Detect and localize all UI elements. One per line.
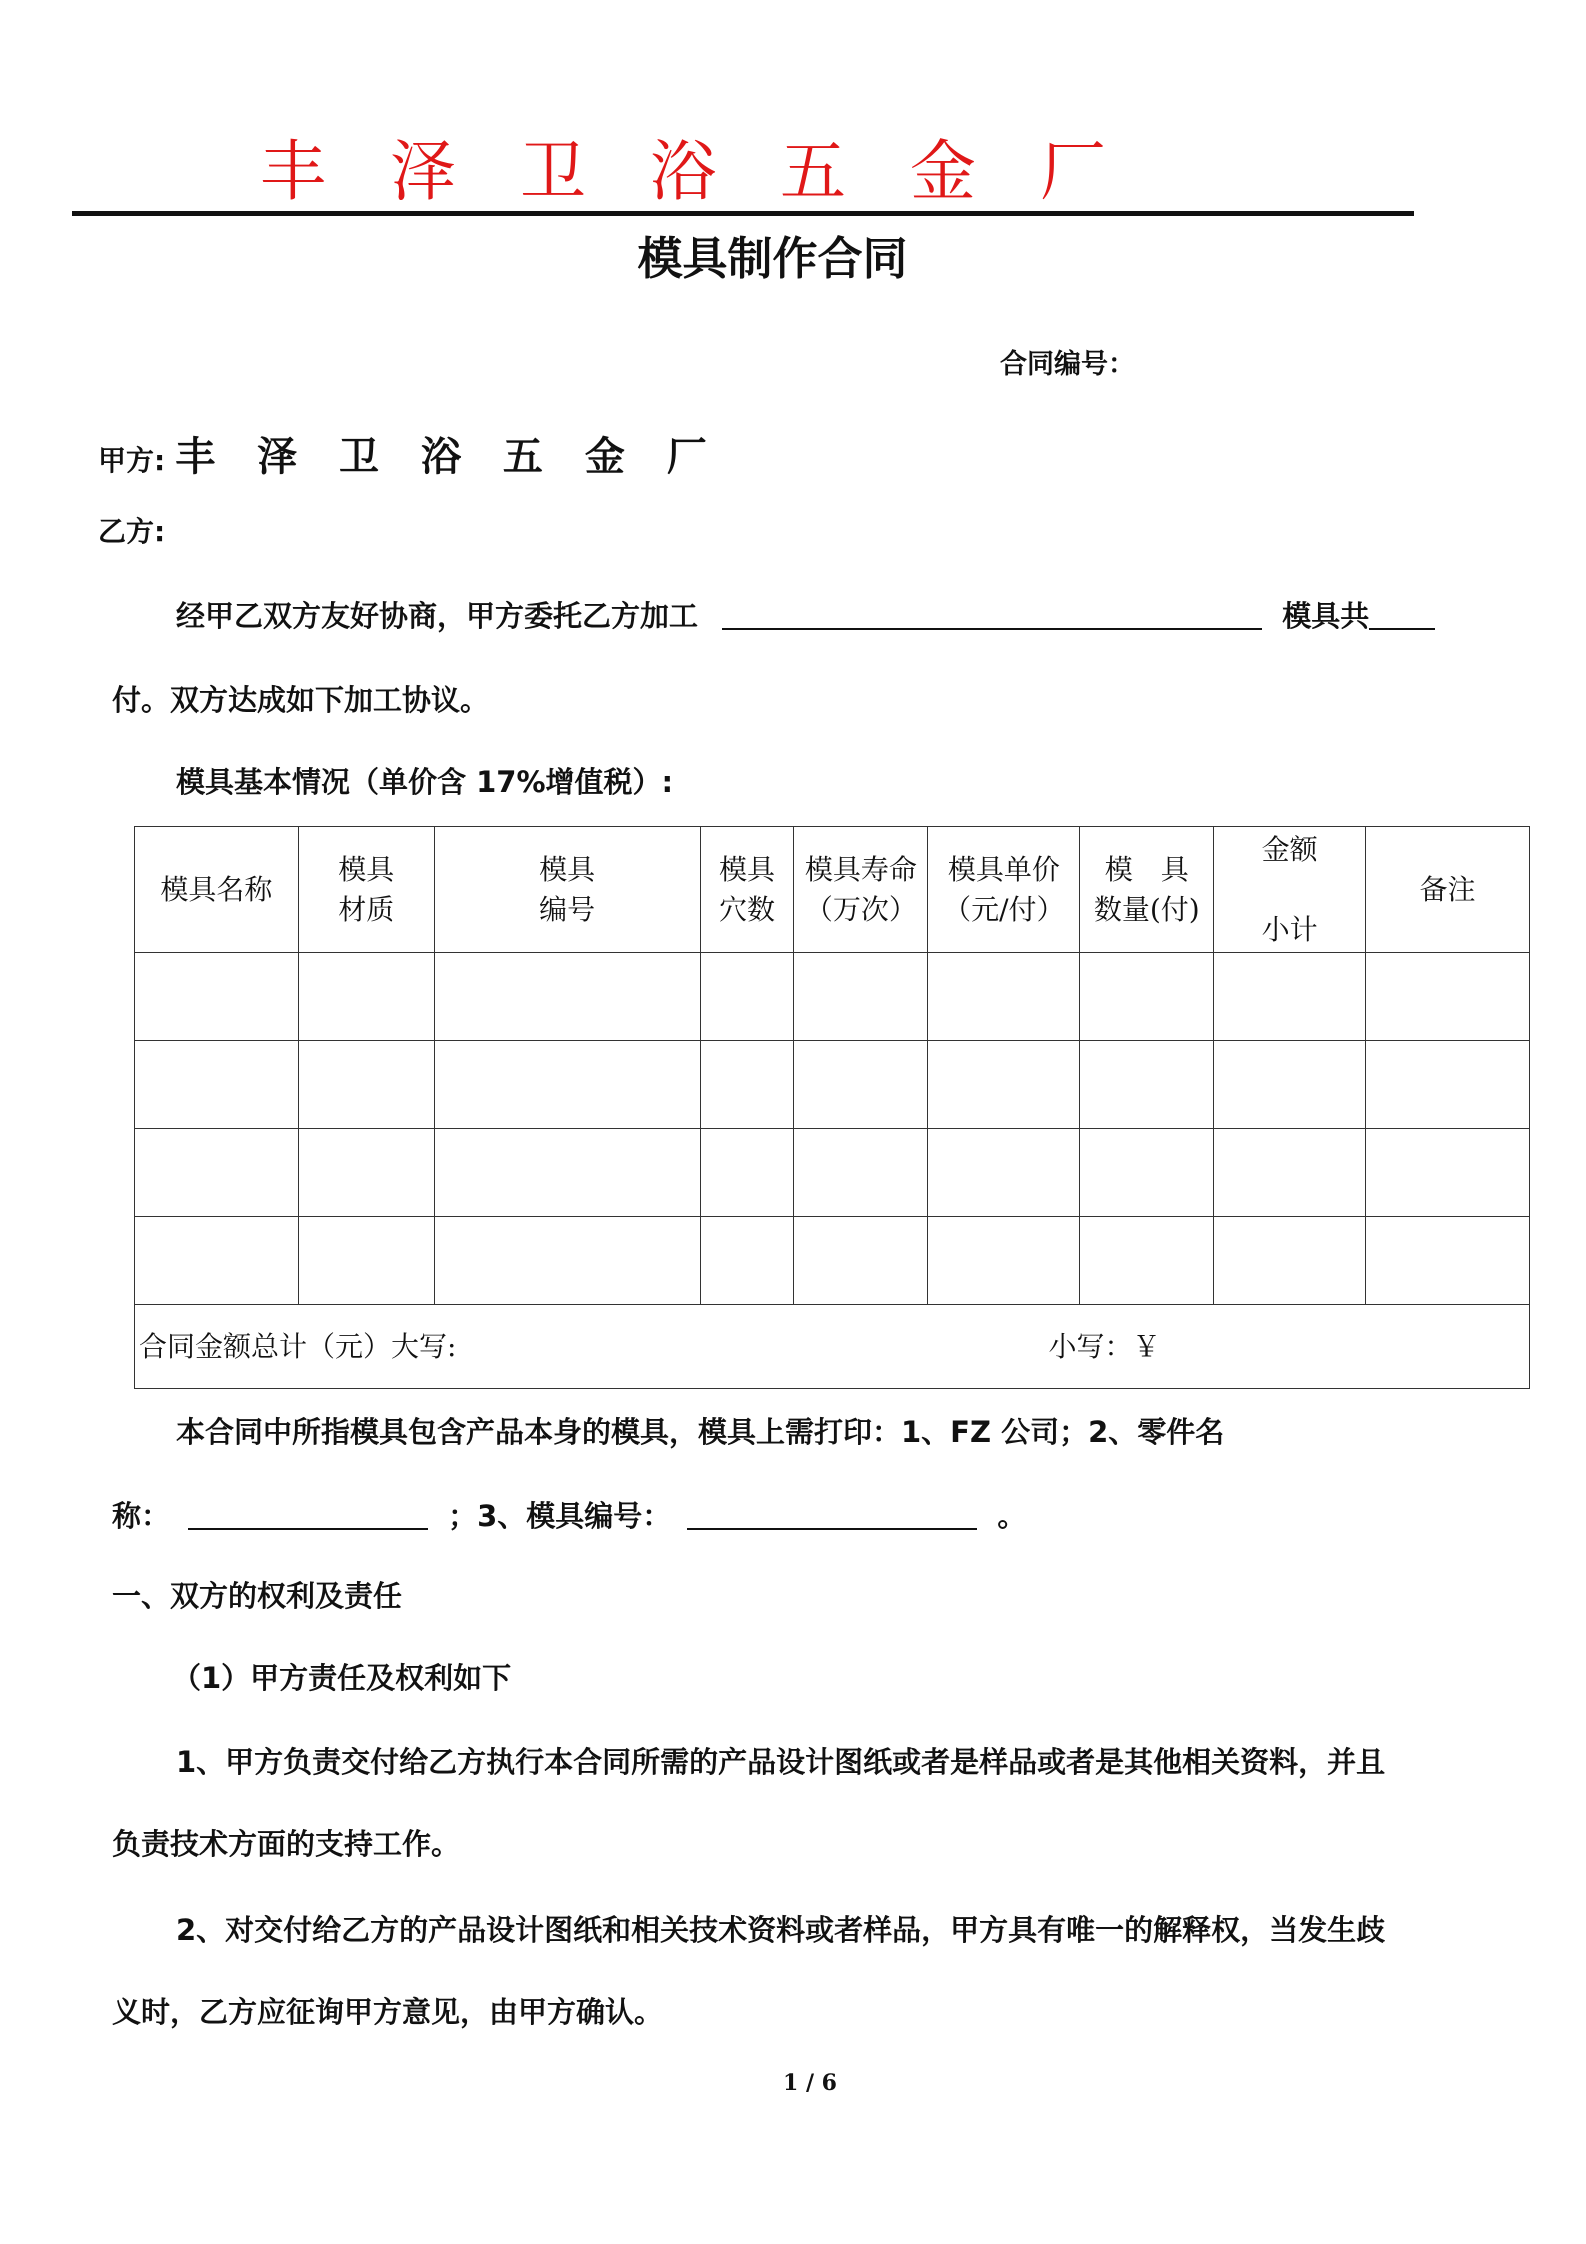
header-subtotal: 金额 小计 <box>1214 827 1366 953</box>
mold-print-line-1: 本合同中所指模具包含产品本身的模具，模具上需打印：1、FZ 公司；2、零件名 <box>176 1415 1225 1449</box>
section-1-subheading: （1）甲方责任及权利如下 <box>172 1661 512 1695</box>
item-1-line-2: 负责技术方面的支持工作。 <box>112 1827 461 1861</box>
header-cavities: 模具 穴数 <box>700 827 794 953</box>
header-char: 五 <box>780 133 846 210</box>
section-1-heading: 一、双方的权利及责任 <box>112 1579 403 1613</box>
mold-number-label: ；3、模具编号： <box>448 1499 672 1533</box>
mold-count-blank[interactable] <box>1369 600 1435 630</box>
item-2-line-1: 2、对交付给乙方的产品设计图纸和相关技术资料或者样品，甲方具有唯一的解释权，当发生歧 <box>176 1913 1386 1947</box>
table-row <box>135 1129 1530 1217</box>
item-2-line-2: 义时，乙方应征询甲方意见，由甲方确认。 <box>112 1995 664 2029</box>
header-char: 厂 <box>1040 133 1106 210</box>
header-char: 泽 <box>390 133 456 210</box>
company-header <box>260 118 1170 213</box>
table-row <box>135 1217 1530 1305</box>
party-b <box>98 510 165 550</box>
header-divider <box>72 211 1414 216</box>
document-title: 模具制作合同 <box>637 232 908 285</box>
header-remarks: 备注 <box>1366 827 1530 953</box>
total-row <box>135 1305 1530 1389</box>
party-a-name: 丰 泽 卫 浴 五 金 厂 <box>175 434 721 480</box>
item-1-line-1: 1、甲方负责交付给乙方执行本合同所需的产品设计图纸或者是样品或者是其他相关资料，并且 <box>176 1745 1386 1779</box>
header-char: 卫 <box>520 133 586 210</box>
header-quantity: 模 具 数量(付) <box>1080 827 1214 953</box>
header-mold-name: 模具名称 <box>135 827 299 953</box>
header-lifespan: 模具寿命 （万次） <box>794 827 928 953</box>
table-row <box>135 1041 1530 1129</box>
part-name-label: 称： <box>112 1499 171 1533</box>
header-char: 浴 <box>650 133 716 210</box>
basic-info-label: 模具基本情况（单价含 17%增值税）: <box>176 765 674 799</box>
table-row <box>135 953 1530 1041</box>
contract-number-label: 合同编号： <box>1000 349 1135 380</box>
intro-line-2: 付。双方达成如下加工协议。 <box>112 683 490 717</box>
mold-table <box>134 826 1530 1389</box>
small-total-label: 小写：￥ <box>1048 1329 1161 1363</box>
header-mold-number: 模具 编号 <box>434 827 700 953</box>
page-number: 1 / 6 <box>783 2070 837 2096</box>
header-material: 模具 材质 <box>298 827 434 953</box>
table-header-row <box>135 827 1530 953</box>
intro-line-1 <box>176 594 1435 635</box>
header-char: 金 <box>910 133 976 210</box>
mold-number-blank[interactable] <box>687 1500 977 1530</box>
intro-text-1: 经甲乙双方友好协商，甲方委托乙方加工 <box>176 599 699 633</box>
party-a-label: 甲方: <box>98 444 166 477</box>
mold-print-line-2: 称： ；3、模具编号： 。 <box>112 1499 1027 1533</box>
header-char: 丰 <box>260 133 326 210</box>
header-unit-price: 模具单价 （元/付） <box>928 827 1080 953</box>
total-label: 合同金额总计（元）大写: <box>139 1329 457 1363</box>
part-name-blank[interactable] <box>188 1500 428 1530</box>
total-cell[interactable] <box>135 1305 1530 1389</box>
mold-name-blank[interactable] <box>722 600 1262 630</box>
intro-text-2: 模具共 <box>1282 599 1370 633</box>
party-a <box>98 425 721 482</box>
party-b-label: 乙方: <box>98 515 166 548</box>
